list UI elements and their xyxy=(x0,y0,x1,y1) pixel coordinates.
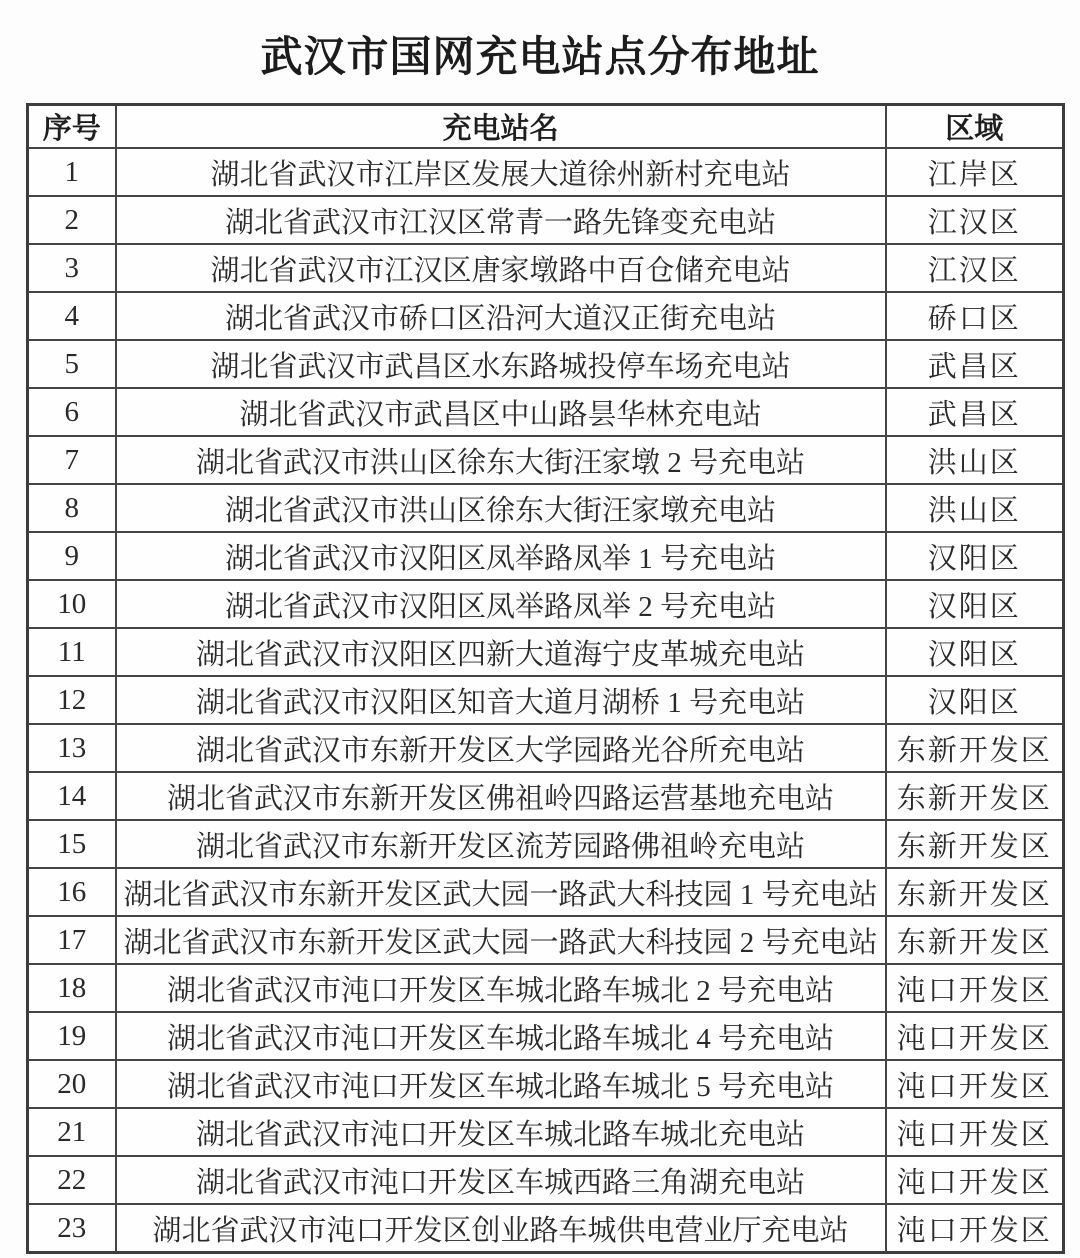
district: 沌口开发区 xyxy=(886,964,1064,1012)
table-row xyxy=(28,196,1064,244)
table-row xyxy=(28,580,1064,628)
row-number: 6 xyxy=(28,388,116,436)
station-name: 湖北省武汉市沌口开发区车城北路车城北 5 号充电站 xyxy=(116,1060,886,1108)
district: 武昌区 xyxy=(886,388,1064,436)
table-header-row xyxy=(28,105,1064,149)
district: 洪山区 xyxy=(886,436,1064,484)
row-number: 10 xyxy=(28,580,116,628)
row-number: 1 xyxy=(28,148,116,196)
district: 汉阳区 xyxy=(886,532,1064,580)
district: 汉阳区 xyxy=(886,580,1064,628)
station-name: 湖北省武汉市洪山区徐东大街汪家墩 2 号充电站 xyxy=(116,436,886,484)
station-name: 湖北省武汉市汉阳区凤举路凤举 1 号充电站 xyxy=(116,532,886,580)
station-name: 湖北省武汉市沌口开发区车城北路车城北充电站 xyxy=(116,1108,886,1156)
station-name: 湖北省武汉市沌口开发区车城北路车城北 4 号充电站 xyxy=(116,1012,886,1060)
station-name: 湖北省武汉市汉阳区四新大道海宁皮革城充电站 xyxy=(116,628,886,676)
table-row xyxy=(28,1156,1064,1204)
district: 东新开发区 xyxy=(886,772,1064,820)
district: 江汉区 xyxy=(886,244,1064,292)
column-header-no: 序号 xyxy=(28,105,116,149)
station-name: 湖北省武汉市汉阳区凤举路凤举 2 号充电站 xyxy=(116,580,886,628)
column-header-district: 区域 xyxy=(886,105,1064,149)
district: 沌口开发区 xyxy=(886,1108,1064,1156)
row-number: 16 xyxy=(28,868,116,916)
station-name: 湖北省武汉市洪山区徐东大街汪家墩充电站 xyxy=(116,484,886,532)
district: 沌口开发区 xyxy=(886,1156,1064,1204)
station-name: 湖北省武汉市武昌区水东路城投停车场充电站 xyxy=(116,340,886,388)
page-title: 武汉市国网充电站点分布地址 xyxy=(260,35,820,81)
row-number: 2 xyxy=(28,196,116,244)
table-row xyxy=(28,628,1064,676)
table-row xyxy=(28,244,1064,292)
station-name: 湖北省武汉市沌口开发区车城西路三角湖充电站 xyxy=(116,1156,886,1204)
table-row xyxy=(28,484,1064,532)
row-number: 18 xyxy=(28,964,116,1012)
row-number: 21 xyxy=(28,1108,116,1156)
row-number: 14 xyxy=(28,772,116,820)
table-row xyxy=(28,964,1064,1012)
row-number: 7 xyxy=(28,436,116,484)
table-row xyxy=(28,388,1064,436)
district: 沌口开发区 xyxy=(886,1012,1064,1060)
station-name: 湖北省武汉市硚口区沿河大道汉正街充电站 xyxy=(116,292,886,340)
table-row xyxy=(28,436,1064,484)
row-number: 22 xyxy=(28,1156,116,1204)
table-row xyxy=(28,1060,1064,1108)
table-row xyxy=(28,724,1064,772)
row-number: 5 xyxy=(28,340,116,388)
table-row xyxy=(28,148,1064,196)
row-number: 17 xyxy=(28,916,116,964)
district: 沌口开发区 xyxy=(886,1060,1064,1108)
row-number: 15 xyxy=(28,820,116,868)
district: 江汉区 xyxy=(886,196,1064,244)
district: 洪山区 xyxy=(886,484,1064,532)
station-name: 湖北省武汉市江汉区唐家墩路中百仓储充电站 xyxy=(116,244,886,292)
table-row xyxy=(28,340,1064,388)
row-number: 13 xyxy=(28,724,116,772)
district: 东新开发区 xyxy=(886,820,1064,868)
district: 汉阳区 xyxy=(886,676,1064,724)
station-name: 湖北省武汉市东新开发区佛祖岭四路运营基地充电站 xyxy=(116,772,886,820)
district: 武昌区 xyxy=(886,340,1064,388)
row-number: 8 xyxy=(28,484,116,532)
row-number: 9 xyxy=(28,532,116,580)
station-name: 湖北省武汉市江汉区常青一路先锋变充电站 xyxy=(116,196,886,244)
station-name: 湖北省武汉市东新开发区大学园路光谷所充电站 xyxy=(116,724,886,772)
charging-station-table xyxy=(26,103,1065,1254)
table-row xyxy=(28,292,1064,340)
station-name: 湖北省武汉市汉阳区知音大道月湖桥 1 号充电站 xyxy=(116,676,886,724)
district: 东新开发区 xyxy=(886,724,1064,772)
table-row xyxy=(28,820,1064,868)
station-name: 湖北省武汉市沌口开发区创业路车城供电营业厅充电站 xyxy=(116,1204,886,1253)
station-name: 湖北省武汉市沌口开发区车城北路车城北 2 号充电站 xyxy=(116,964,886,1012)
table-row xyxy=(28,532,1064,580)
row-number: 12 xyxy=(28,676,116,724)
district: 东新开发区 xyxy=(886,916,1064,964)
district: 江岸区 xyxy=(886,148,1064,196)
row-number: 11 xyxy=(28,628,116,676)
table-row xyxy=(28,676,1064,724)
station-name: 湖北省武汉市东新开发区武大园一路武大科技园 1 号充电站 xyxy=(116,868,886,916)
column-header-station-name: 充电站名 xyxy=(116,105,886,149)
station-name: 湖北省武汉市武昌区中山路昙华林充电站 xyxy=(116,388,886,436)
station-name: 湖北省武汉市东新开发区武大园一路武大科技园 2 号充电站 xyxy=(116,916,886,964)
station-name: 湖北省武汉市东新开发区流芳园路佛祖岭充电站 xyxy=(116,820,886,868)
table-row xyxy=(28,916,1064,964)
district: 东新开发区 xyxy=(886,868,1064,916)
row-number: 23 xyxy=(28,1204,116,1253)
district: 汉阳区 xyxy=(886,628,1064,676)
table-row xyxy=(28,1204,1064,1253)
table-row xyxy=(28,1012,1064,1060)
table-row xyxy=(28,1108,1064,1156)
row-number: 19 xyxy=(28,1012,116,1060)
district: 硚口区 xyxy=(886,292,1064,340)
row-number: 3 xyxy=(28,244,116,292)
station-name: 湖北省武汉市江岸区发展大道徐州新村充电站 xyxy=(116,148,886,196)
table-row xyxy=(28,772,1064,820)
row-number: 4 xyxy=(28,292,116,340)
district: 沌口开发区 xyxy=(886,1204,1064,1253)
table-row xyxy=(28,868,1064,916)
row-number: 20 xyxy=(28,1060,116,1108)
